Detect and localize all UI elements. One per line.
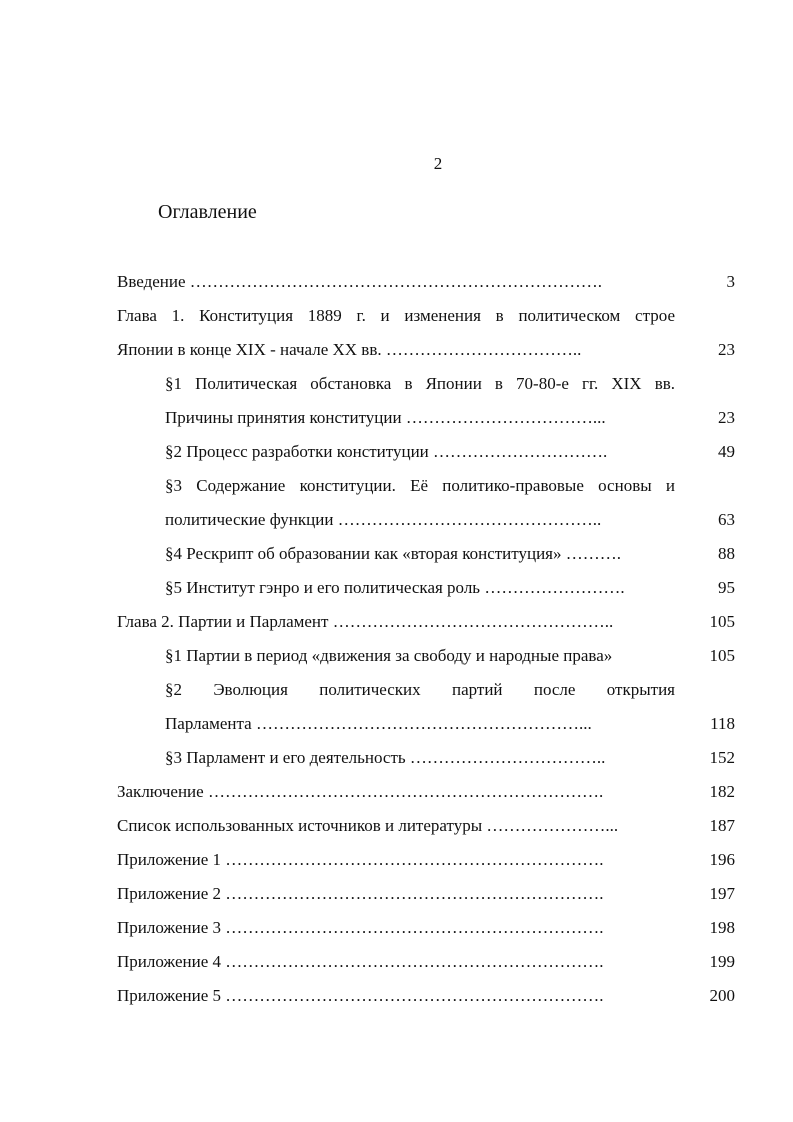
- toc-entry-text: §3 Парламент и его деятельность ……………………………..: [165, 748, 606, 767]
- toc-entry-page: 95: [718, 578, 735, 597]
- toc-entry-text: Заключение …………………………………………………………….: [117, 782, 604, 801]
- toc-entry: [0, 266, 793, 300]
- page-number: 2: [433, 154, 443, 173]
- toc-entry: [0, 470, 793, 504]
- toc-entry-text: §2 Эволюция политических партий после открытия: [165, 680, 675, 699]
- toc-entry-page: 199: [709, 952, 735, 971]
- toc-entry-page: 49: [718, 442, 735, 461]
- toc-entry-text: Список использованных источников и литературы …………………...: [117, 816, 619, 835]
- toc-entry: [0, 402, 793, 436]
- toc-entry: [0, 334, 793, 368]
- toc-entry-page: 196: [709, 850, 735, 869]
- toc-entry: [0, 742, 793, 776]
- toc-entry-text: §4 Рескрипт об образовании как «вторая конституция» ……….: [165, 544, 621, 563]
- toc-entry-text: Приложение 5 ………………………………………………………….: [117, 986, 604, 1005]
- table-of-contents: [0, 266, 793, 1014]
- toc-entry: [0, 946, 793, 980]
- toc-entry-text: Причины принятия конституции ……………………………...: [165, 408, 606, 427]
- toc-entry-text: §1 Партии в период «движения за свободу и народные права»: [165, 646, 613, 665]
- toc-entry-page: 198: [709, 918, 735, 937]
- toc-entry-page: 88: [718, 544, 735, 563]
- toc-entry: [0, 776, 793, 810]
- toc-entry-text: Глава 1. Конституция 1889 г. и изменения в политическом строе: [117, 306, 675, 325]
- toc-entry: [0, 912, 793, 946]
- toc-entry-page: 23: [718, 340, 735, 359]
- toc-entry-text: Приложение 1 ………………………………………………………….: [117, 850, 604, 869]
- toc-entry: [0, 606, 793, 640]
- toc-entry: [0, 368, 793, 402]
- toc-entry-page: 182: [709, 782, 735, 801]
- toc-entry-page: 197: [709, 884, 735, 903]
- toc-entry: [0, 572, 793, 606]
- toc-entry-text: Приложение 3 ………………………………………………………….: [117, 918, 604, 937]
- toc-entry-page: 105: [709, 612, 735, 631]
- toc-entry-text: §3 Содержание конституции. Её политико-правовые основы и: [165, 476, 675, 495]
- toc-entry-page: 63: [718, 510, 735, 529]
- toc-entry: [0, 436, 793, 470]
- toc-entry-text: Приложение 2 ………………………………………………………….: [117, 884, 604, 903]
- toc-entry: [0, 708, 793, 742]
- toc-entry-text: §2 Процесс разработки конституции ………………………….: [165, 442, 608, 461]
- toc-entry: [0, 300, 793, 334]
- toc-title: Оглавление: [158, 201, 257, 223]
- toc-entry-page: 152: [709, 748, 735, 767]
- toc-entry-text: Приложение 4 ………………………………………………………….: [117, 952, 604, 971]
- toc-entry: [0, 504, 793, 538]
- toc-entry-page: 105: [709, 646, 735, 665]
- toc-entry: [0, 980, 793, 1014]
- toc-entry: [0, 538, 793, 572]
- toc-entry-text: Введение ……………………………………………………………….: [117, 272, 603, 291]
- toc-entry: [0, 878, 793, 912]
- toc-entry-page: 23: [718, 408, 735, 427]
- toc-entry-text: Глава 2. Партии и Парламент …………………………………………..: [117, 612, 614, 631]
- toc-entry: [0, 674, 793, 708]
- toc-entry-text: политические функции ………………………………………..: [165, 510, 602, 529]
- toc-entry-page: 118: [710, 714, 735, 733]
- toc-entry-page: 187: [709, 816, 735, 835]
- toc-entry-page: 3: [726, 272, 735, 291]
- toc-entry-text: §1 Политическая обстановка в Японии в 70-80-е гг. XIX вв.: [165, 374, 675, 393]
- toc-entry: [0, 810, 793, 844]
- toc-entry: [0, 844, 793, 878]
- toc-entry-text: Японии в конце XIX - начале XX вв. ……………………………..: [117, 340, 582, 359]
- toc-entry-text: §5 Институт гэнро и его политическая роль …………………….: [165, 578, 625, 597]
- toc-entry-page: 200: [709, 986, 735, 1005]
- toc-entry-text: Парламента …………………………………………………...: [165, 714, 592, 733]
- toc-entry: [0, 640, 793, 674]
